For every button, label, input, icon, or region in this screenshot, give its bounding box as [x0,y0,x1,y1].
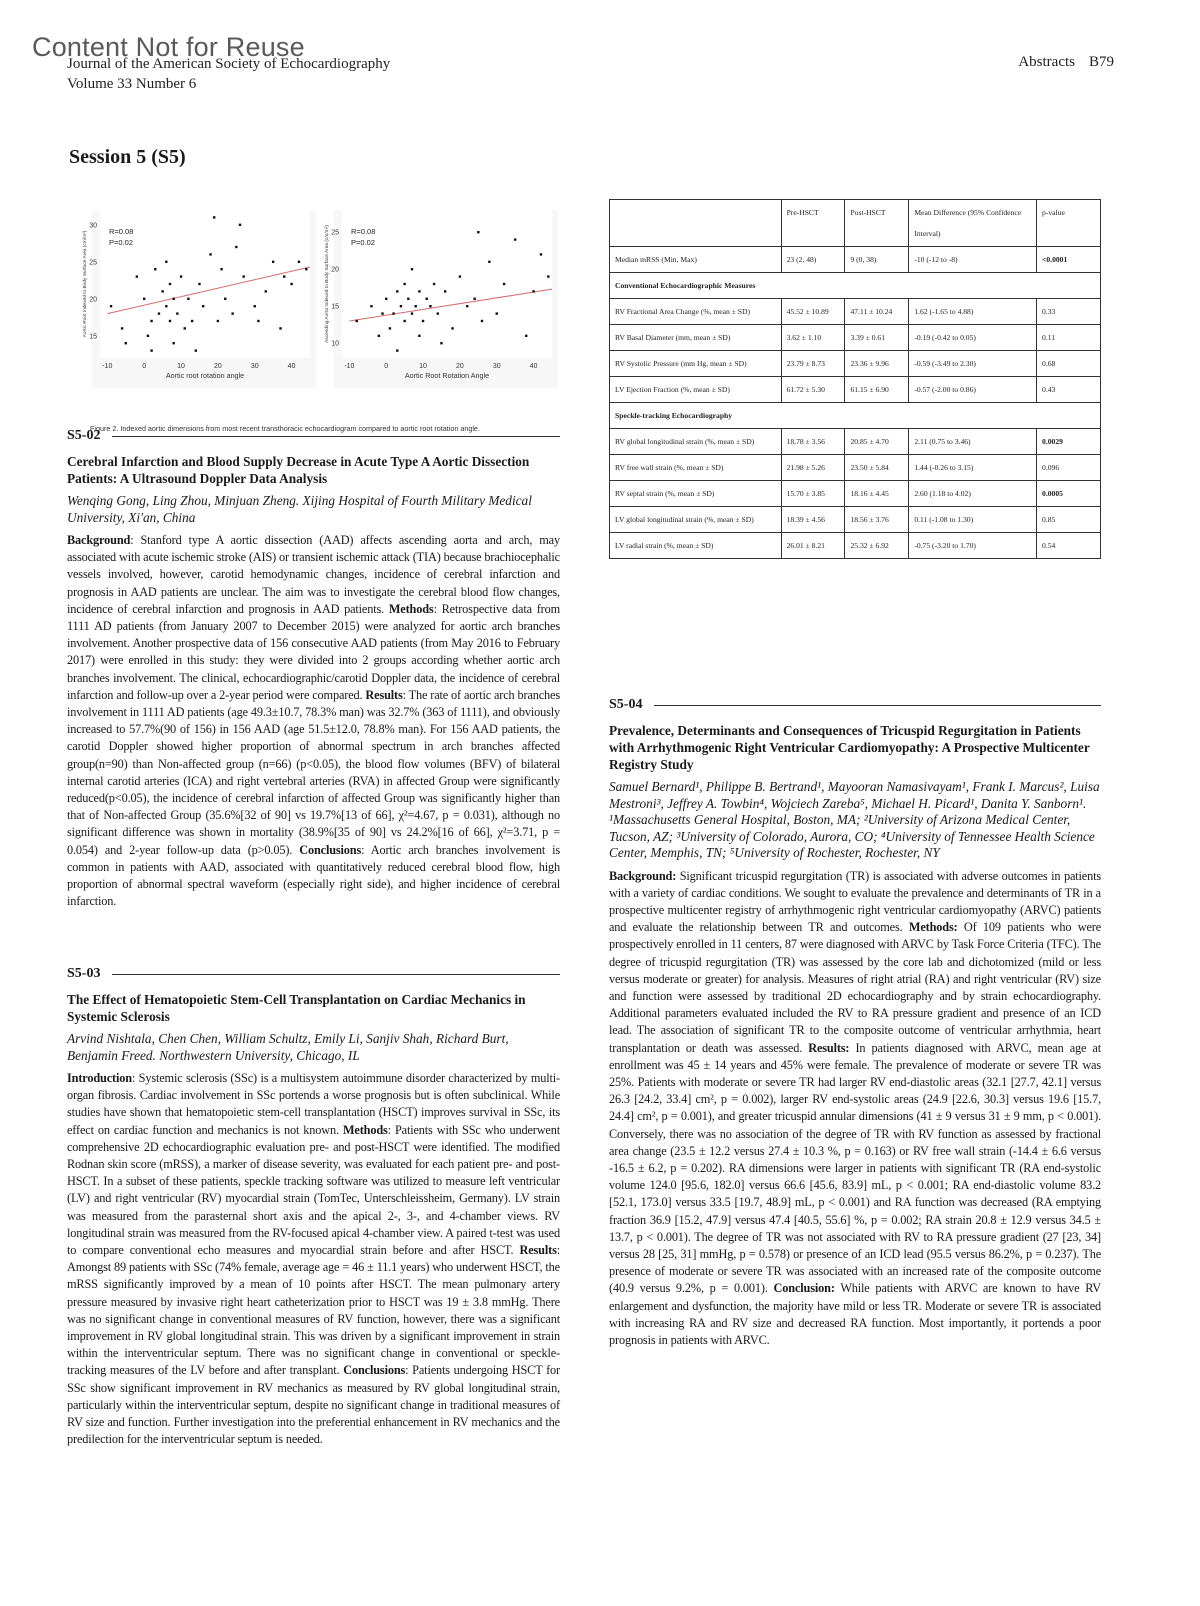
data-point [143,298,145,300]
data-point [396,349,398,351]
y-tick-label: 20 [89,296,97,304]
table-cell: 0.11 [1037,325,1101,351]
data-point [396,290,398,292]
table-cell: 18.16 ± 4.45 [845,481,909,507]
data-point [532,290,534,292]
table-row [610,351,1101,377]
y-tick-label: 25 [89,259,97,267]
table-cell: -0.59 (-3.49 to 2.30) [909,351,1037,377]
abstract-body [67,532,560,910]
abstract-id-row [609,697,1101,713]
data-point [279,327,281,329]
x-tick-label: 20 [213,363,222,370]
x-tick-label: -10 [344,363,355,370]
y-tick-label: 20 [331,266,339,274]
data-point [305,268,307,270]
table-cell: 0.85 [1037,507,1101,533]
data-point [213,216,215,218]
table-cell: 0.33 [1037,299,1101,325]
data-point [169,283,171,285]
data-point [239,224,241,226]
scatter-figure [80,210,570,425]
results-label: Results [519,1243,557,1258]
data-point [165,305,167,307]
data-point [235,246,237,248]
table-cell: 45.52 ± 10.89 [781,299,845,325]
table-row-label: LV global longitudinal strain (%, mean ± SD) [610,507,782,533]
table-cell: 18.56 ± 3.76 [845,507,909,533]
data-point [440,342,442,344]
results-label: Results [365,687,403,702]
data-point [451,327,453,329]
table-section-row [610,273,1101,299]
data-point [184,327,186,329]
data-point [466,305,468,307]
abstract-s5-03 [67,966,560,1448]
abstract-rule [654,705,1101,706]
methods-label: Methods: [908,920,958,935]
data-point [158,312,160,314]
table-cell: 2.11 (0.75 to 3.46) [909,429,1037,455]
data-point [172,298,174,300]
table-cell: 1.44 (-0.26 to 3.15) [909,455,1037,481]
table-row [610,247,1101,273]
results-text: In patients diagnosed with ARVC, mean age at enrollment was 45 ± 14 years and 45% were female. The prevalence of moderate or severe TR was 25%. Patients with moderate or severe TR had larger RV end-diastolic areas (32.1 [27.7, 42.1] versus 26.3 [24.2, 33.4] cm², p = 0.002), larger RV end-systolic areas (24.9 [22.6, 30.3] versus 19.6 [15.7, 24.4] cm², p = 0.001), and greater tricuspid annular dimensions (41 ± 9 versus 31 ± 9 mm, p < 0.001). Conversely, there was no association of the degree of TR with RV function as assessed by fractional area change (23.5 ± 12.2 versus 27.4 ± 10.3 %, p = 0.163) or RV free wall strain (-14.4 ± 6.6 versus -16.5 ± 6.2, p = 0.202). RA dimensions were larger in patients with significant TR (RA end-systolic volume 124.0 [95.6, 182.0] versus 66.6 [45.6, 83.9] mL, p < 0.001; RA end-diastolic volume 83.2 [52.1, 173.0] versus 33.5 [19.7, 48.9] mL, p < 0.001) and RA function was decreased (RA emptying fraction 36.9 [15.2, 47.9] versus 47.4 [40.5, 55.6] %, p = 0.002; RA strain 20.8 ± 12.9 versus 34.5 ± 13.7, p < 0.001). The degree of TR was not associated with RV to RA pressure gradient (27 [23, 34] versus 28 [25, 31] mmHg, p = 0.578) or presence of an ICD lead (95.5 versus 86.2%, p = 0.237). The presence of moderate or severe TR was associated with an increased rate of the composite outcome (40.9 versus 9.2%, p = 0.001). [609,1040,1101,1296]
table-row-label: LV radial strain (%, mean ± SD) [610,533,782,559]
p-value-annotation: P=0.02 [109,238,133,247]
table-cell: <0.0001 [1037,247,1101,273]
data-point [195,349,197,351]
session-title: Session 5 (S5) [69,146,186,168]
table-cell: 3.62 ± 1.10 [781,325,845,351]
table-cell: 0.0005 [1037,481,1101,507]
data-point [161,290,163,292]
table-row [610,429,1101,455]
introduction-text: : Systemic sclerosis (SSc) is a multisystem autoimmune disorder characterized by multi-organ fibrosis. Cardiac involvement in SSc portends a worse prognosis but is often subclinical. While studies have shown that hematopoietic stem-cell transplantation (HSCT) improves survival in SSc, its effect on cardiac function and mechanics is not known. [67,1071,560,1137]
x-tick-label: 40 [287,363,296,370]
page-number: B79 [1088,54,1114,70]
table-cell: 23 (2, 48) [781,247,845,273]
data-point [459,275,461,277]
table-cell: 0.43 [1037,377,1101,403]
data-point [209,253,211,255]
data-point [176,312,178,314]
data-point [378,335,380,337]
abstract-rule [112,436,560,437]
table-row [610,507,1101,533]
table-cell: 9 (0, 38) [845,247,909,273]
results-table-body [610,200,1101,559]
background-label: Background: [609,868,677,883]
abstract-body [609,868,1101,1350]
data-point [198,283,200,285]
background-label: Background [67,533,131,547]
table-cell: 23.79 ± 8.73 [781,351,845,377]
data-point [110,305,112,307]
abstract-id-row [67,966,560,982]
data-point [224,298,226,300]
table-header-cell [610,200,782,247]
data-point [403,283,405,285]
table-row-label: RV free wall strain (%, mean ± SD) [610,455,782,481]
table-cell: 0.0029 [1037,429,1101,455]
data-point [254,305,256,307]
x-tick-label: 30 [492,363,501,370]
watermark: Content Not for Reuse [32,32,305,62]
figure [80,210,570,435]
data-point [444,290,446,292]
table-cell: 0.54 [1037,533,1101,559]
results-table [609,199,1101,559]
data-point [407,298,409,300]
table-row-label: LV Ejection Fraction (%, mean ± SD) [610,377,782,403]
table-cell: -10 (-12 to -8) [909,247,1037,273]
table-row-label: RV Systolic Pressure (mm Hg, mean ± SD) [610,351,782,377]
table-row [610,533,1101,559]
x-axis-label: Aortic root rotation angle [165,371,245,380]
abstract-authors: Arvind Nishtala, Chen Chen, William Schultz, Emily Li, Sanjiv Shah, Richard Burt, Benjamin Freed. Northwestern University, Chicago, IL [67,1031,509,1063]
x-tick-label: 0 [384,363,389,370]
data-point [381,312,383,314]
data-point [202,305,204,307]
table-row-label: RV global longitudinal strain (%, mean ± SD) [610,429,782,455]
table-cell: 20.85 ± 4.70 [845,429,909,455]
data-point [169,320,171,322]
page-header [1018,54,1114,71]
data-point [433,283,435,285]
table-cell: 18.78 ± 3.56 [781,429,845,455]
table-cell: 0.11 (-1.08 to 1.30) [909,507,1037,533]
data-point [473,298,475,300]
table-row [610,455,1101,481]
table-cell: 15.70 ± 3.85 [781,481,845,507]
data-point [418,335,420,337]
y-tick-label: 30 [89,222,97,230]
x-tick-label: 40 [529,363,538,370]
background-text: Significant tricuspid regurgitation (TR) is associated with adverse outcomes in patients with a variety of cardiac conditions. We sought to evaluate the prevalence and determinants of TR in a prospective multicenter registry of arrhythmogenic right ventricular cardiomyopathy (ARVC) patients and evaluate the relationship between TR and outcomes. [609,868,1101,935]
table-cell: 23.36 ± 9.96 [845,351,909,377]
table-cell: 0.096 [1037,455,1101,481]
x-axis-label: Aortic Root Rotation Angle [404,371,490,380]
results-text: : The rate of aortic arch branches involvement in 1111 AD patients (age 49.3±10.7, 78.3% man) was 32.7% (363 of 1111), and obviously increased to 57.7%(90 of 156) in 156 AAD (age 51.5±12.0, 78.8% man). For 156 AAD patients, the carotid Doppler showed higher proportion of abnormal spectrum in arch branches affected group(n=90) than Non-affected group (n=66) (p<0.05), the blood flow volumes (BFV) of bilateral internal carotid arteries (ICA) and right vertebral arteries (RVA) in affected Group were significantly reduced(p<0.05), the incidence of cerebral infarction of affected Group was significantly higher than that of Non-affected Group (35.6%[32 of 90] vs 19.7%[13 of 66], χ²=4.67, p = 0.031), although no significant difference was shown in mortality (38.9%[35 of 90] vs 24.2%[16 of 66], χ²=3.71, p = 0.054) and 2-year follow-up data (p>0.05). [67,687,561,857]
table-cell: 61.72 ± 5.30 [781,377,845,403]
data-point [540,253,542,255]
methods-text: Of 109 patients who were prospectively enrolled in 11 centers, 87 were diagnosed with ARVC by Task Force Criteria (TFC). The degree of tricuspid regurgitation (TR) was assessed by the core lab and dichotomized (mild or less versus moderate or greater) for analysis. Measures of right atrial (RA) and right ventricular (RV) size and function were assessed by traditional 2D echocardiography and by strain echocardiography. Additional parameters evaluated included the RV to RA pressure gradient and presence of an ICD lead. The association of significant TR to the composite outcome of ventricular arrhythmia, heart transplantation or death was assessed. [609,920,1101,1055]
data-point [191,320,193,322]
section-label: Abstracts [1018,54,1075,70]
data-point [283,275,285,277]
abstract-body [67,1070,560,1448]
x-tick-label: 10 [419,363,427,370]
data-point [147,335,149,337]
abstract-s5-02 [67,428,560,910]
abstract-s5-04 [609,697,1101,1349]
table-cell: 25.32 ± 6.92 [845,533,909,559]
data-point [426,298,428,300]
data-point [356,320,358,322]
introduction-label: Introduction [67,1071,132,1085]
table-header-cell: p-value [1037,200,1101,247]
abstract-id: S5-04 [609,697,643,712]
table-header-row [610,200,1101,247]
data-point [496,312,498,314]
table-row-label: Median mRSS (Min, Max) [610,247,782,273]
y-tick-label: 15 [89,333,97,341]
data-point [400,305,402,307]
table-cell: 23.50 ± 5.84 [845,455,909,481]
data-point [136,275,138,277]
table-cell: 2.60 (1.18 to 4.02) [909,481,1037,507]
data-point [392,312,394,314]
abstract-id: S5-03 [67,966,101,981]
table-cell: 18.39 ± 4.56 [781,507,845,533]
data-point [422,320,424,322]
data-point [370,305,372,307]
data-point [272,261,274,263]
results-label: Results: [808,1040,850,1055]
data-point [150,349,152,351]
data-point [514,238,516,240]
y-tick-label: 15 [331,303,339,311]
table-row-label: RV septal strain (%, mean ± SD) [610,481,782,507]
abstract-title: The Effect of Hematopoietic Stem-Cell Transplantation on Cardiac Mechanics in Systemic Sclerosis [67,992,526,1024]
data-point [488,261,490,263]
table-cell: 61.15 ± 6.90 [845,377,909,403]
table-row-label: RV Basal Diameter (mm, mean ± SD) [610,325,782,351]
abstract-authors: Samuel Bernard¹, Philippe B. Bertrand¹, Mayooran Namasivayam¹, Frank I. Marcus², Luisa Mestroni³, Jeffrey A. Towbin⁴, Wojciech Zareba⁵, Michael H. Picard¹, Danita Y. Sanborn¹. ¹Massachusetts General Hospital, Boston, MA; ²University of Arizona Medical Center, Tucson, AZ; ³University of Colorado, Aurora, CO; ⁴University of Tennessee Health Science Center, Memphis, TN; ⁵University of Rochester, Rochester, NY [609,779,1100,860]
data-point [257,320,259,322]
table-section-row [610,403,1101,429]
x-tick-label: 20 [455,363,464,370]
data-point [477,231,479,233]
figure-caption: Figure 2. Indexed aortic dimensions from most recent transthoracic echocardiogram compared to aortic root rotation angle. [90,424,480,433]
data-point [172,342,174,344]
y-tick-label: 10 [331,340,339,348]
table-header-cell: Pre-HSCT [781,200,845,247]
table-cell: 26.01 ± 8.21 [781,533,845,559]
conclusions-text: : Patients undergoing HSCT for SSc show significant improvement in RV mechanics as measured by RV global longitudinal strain, particularly within the interventricular septum, despite no significant change in traditional measures of RV size and function. Further investigation into the preferential enhancement in RV mechanics and the predilection for the interventricular septum is needed. [67,1363,560,1447]
data-point [503,283,505,285]
data-point [437,312,439,314]
table-row-label: RV Fractional Area Change (%, mean ± SD) [610,299,782,325]
table-section-label: Speckle-tracking Echocardiography [610,403,1101,429]
data-point [385,298,387,300]
methods-text: : Retrospective data from 1111 AD patients (from January 2007 to December 2015) were analyzed for aortic arch branches involvement. Another prospective data of 156 consecutive AAD patients (from May 2016 to February 2017) were enrolled in this study: they were divided into 2 groups according whether aortic arch branches involvement. The clinical, echocardiographic/carotid Doppler data, the incidence of cerebral infarction and follow-up over a 2-year period were compared. [67,601,560,702]
abstract-authors: Wenqing Gong, Ling Zhou, Minjuan Zheng. Xijing Hospital of Fourth Military Medical University, Xi'an, China [67,493,532,525]
table-row [610,481,1101,507]
methods-label: Methods [388,601,434,616]
data-point [265,290,267,292]
conclusions-label: Conclusions [343,1363,406,1378]
table-cell: 47.11 ± 10.24 [845,299,909,325]
data-point [389,327,391,329]
table-cell: -0.57 (-2.00 to 0.86) [909,377,1037,403]
data-point [217,320,219,322]
x-tick-label: 10 [177,363,185,370]
data-point [298,261,300,263]
table-section-label: Conventional Echocardiographic Measures [610,273,1101,299]
x-tick-label: -10 [102,363,113,370]
data-point [429,305,431,307]
data-point [290,283,292,285]
conclusion-text: While patients with ARVC are known to have RV enlargement and dysfunction, the majority have mild or less TR. Moderate or severe TR is associated with increasing RA and RV size and decreased RA function. Most importantly, it portends a poor prognosis in patients with ARVC. [609,1281,1101,1347]
data-point [525,335,527,337]
data-point [150,320,152,322]
conclusions-label: Conclusions [299,842,362,857]
y-axis-label: Aortic Root Indexed to Body Surface Area (cm/m²) [83,230,88,338]
background-text: : Stanford type A aortic dissection (AAD) affects ascending aorta and arch, may associated with acute ischemic stroke (AIS) or transient ischemic attack (TIA) because brachiocephalic vessels involved, however, carotid hemodynamic changes, incidence of cerebral infarction and prognosis in AAD patients are unclear. The aim was to investigate the cerebral blood flow changes, incidence of cerebral infarction and prognosis in AAD patients. [67,533,560,616]
table-header-cell: Mean Difference (95% Confidence Interval) [909,200,1037,247]
conclusion-label: Conclusion: [773,1281,835,1296]
table-header-cell: Post-HSCT [845,200,909,247]
y-axis-label: Ascending Aorta Indexed to Body Surface Area (cm/m²) [325,225,330,343]
table-cell: -0.19 (-0.42 to 0.05) [909,325,1037,351]
data-point [125,342,127,344]
data-point [154,268,156,270]
data-point [403,320,405,322]
data-point [121,327,123,329]
table-cell: 1.62 (-1.65 to 4.88) [909,299,1037,325]
table-cell: 3.39 ± 0.61 [845,325,909,351]
results-text: : Amongst 89 patients with SSc (74% female, average age = 46 ± 11.1 years) who underwent HSCT, the mRSS significantly improved by a mean of 10 points after HSCT. The mean pulmonary artery pressure measured by invasive right heart catheterization prior to HSCT was 19 ± 3.8 mmHg. There was no significant change in conventional measures of RV function, however, there was a significant improvement in RV global longitudinal strain. This was driven by a significant improvement in strain within the interventricular septum. There was no significant change in conventional or speckle-tracking measures of the LV before and after transplant. [67,1243,560,1378]
data-point [165,261,167,263]
data-point [418,290,420,292]
p-value-annotation: P=0.02 [351,238,375,247]
journal-volume: Volume 33 Number 6 [67,76,197,92]
table-row [610,299,1101,325]
table-cell: 0.68 [1037,351,1101,377]
data-point [411,312,413,314]
abstract-rule [112,974,560,975]
abstract-id: S5-02 [67,428,101,443]
table-cell: -0.75 (-3.20 to 1.70) [909,533,1037,559]
x-tick-label: 0 [142,363,147,370]
abstract-id-row [67,428,560,444]
data-point [220,268,222,270]
data-point [547,275,549,277]
table-row [610,377,1101,403]
data-point [242,275,244,277]
data-point [411,268,413,270]
abstract-title: Cerebral Infarction and Blood Supply Decrease in Acute Type A Aortic Dissection Patients: A Ultrasound Doppler Data Analysis [67,454,530,486]
data-point [481,320,483,322]
data-point [180,275,182,277]
methods-label: Methods [342,1122,388,1137]
data-point [231,312,233,314]
conclusions-text: : Aortic arch branches involvement is common in patients with AAD, associated with quantitatively reduced cerebral blood flow, high proportion of abnormal spectral waveform (especially right side), and higher incidence of cerebral infarction. [67,842,561,909]
table-cell: 21.98 ± 5.26 [781,455,845,481]
data-point [187,298,189,300]
data-point [414,305,416,307]
table-row [610,325,1101,351]
r-value-annotation: R=0.08 [351,227,376,236]
r-value-annotation: R=0.08 [109,227,134,236]
journal-title: Journal of the American Society of Echocardiography [67,56,391,72]
abstract-title: Prevalence, Determinants and Consequences of Tricuspid Regurgitation in Patients with Arrhythmogenic Right Ventricular Cardiomyopathy: A Prospective Multicenter Registry Study [609,723,1090,772]
x-tick-label: 30 [250,363,259,370]
methods-text: : Patients with SSc who underwent comprehensive 2D echocardiographic evaluation pre- and post-HSCT were identified. The modified Rodnan skin score (mRSS), a marker of disease severity, was evaluated for each patient pre- and post-HSCT. In a subset of these patients, speckle tracking software was utilized to measure left ventricular (LV) and right ventricular (RV) myocardial strain (TomTec, Unterschleissheim, Germany). LV strain was measured from the parasternal short axis and the apical 2-, 3-, and 4-chamber views. RV longitudinal strain was measured from the RV-focused apical 4-chamber view. A paired t-test was used to compare conventional echo measures and myocardial strain before and after HSCT. [67,1122,561,1258]
y-tick-label: 25 [331,229,339,237]
